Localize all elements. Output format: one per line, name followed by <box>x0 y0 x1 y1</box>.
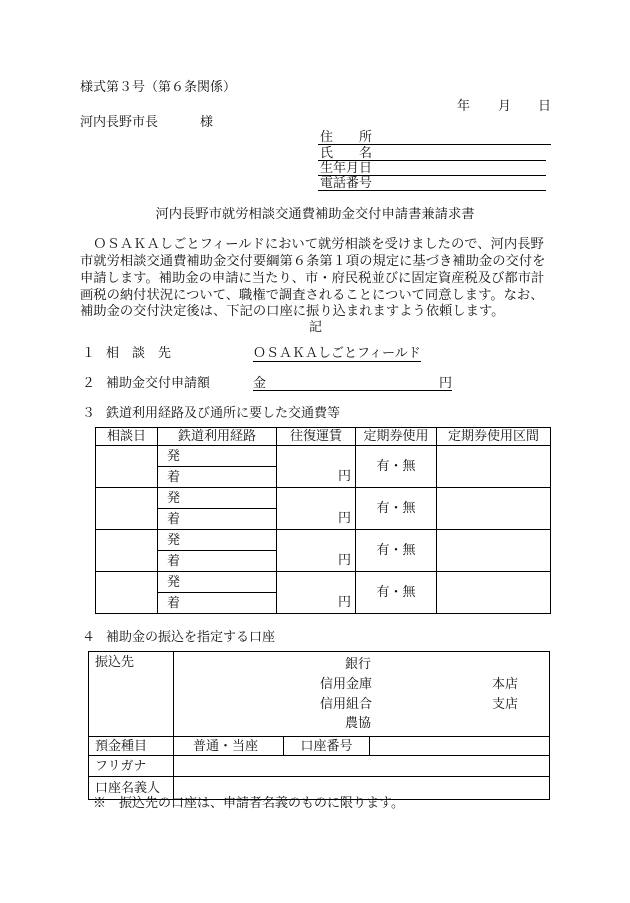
consult-date-cell <box>96 446 158 488</box>
bank-type-area <box>174 654 549 735</box>
pass-use-cell: 有・無 <box>356 446 437 488</box>
date-year-label: 年 <box>457 99 471 114</box>
form-title: 河内長野市就労相談交通費補助金交付申請書兼請求書 <box>155 207 475 222</box>
account-number-cell <box>370 737 550 756</box>
deposit-type-row <box>89 737 550 756</box>
branch-head-office: 本店 <box>492 676 519 692</box>
route-arrive-cell: 着 <box>158 467 277 488</box>
applicant-address-line <box>318 130 551 145</box>
item4-label: 補助金の振込を指定する口座 <box>106 630 276 645</box>
pass-section-cell <box>437 572 551 614</box>
applicant-phone-label: 電話番号 <box>320 176 373 191</box>
deposit-type-label: 預金種目 <box>89 737 174 756</box>
body-text-line: 画税の納付状況について、職権で調査されることについて同意します。なお、 <box>80 288 544 303</box>
subsidy-amount-field <box>253 376 452 391</box>
institution-nokyo: 農協 <box>345 715 372 731</box>
amount-prefix: 金 <box>253 376 267 391</box>
route-depart-cell: 発 <box>158 572 277 593</box>
table-header-row <box>96 428 551 446</box>
table-row <box>96 572 551 593</box>
route-arrive-cell: 着 <box>158 593 277 614</box>
item3-number: ３ <box>82 406 96 421</box>
account-holder-label: 口座名義人 <box>89 777 174 800</box>
consult-date-cell <box>96 572 158 614</box>
route-depart-cell: 発 <box>158 530 277 551</box>
pass-use-cell: 有・無 <box>356 488 437 530</box>
header-consult-date: 相談日 <box>96 428 158 446</box>
body-text-line: 補助金の交付決定後は、下記の口座に振り込まれますよう依頼します。 <box>80 304 505 319</box>
item2-number: ２ <box>82 376 96 391</box>
form-number: 様式第３号（第６条関係） <box>80 80 237 95</box>
route-arrive-cell: 着 <box>158 551 277 572</box>
amount-unit: 円 <box>438 376 452 391</box>
furigana-label: フリガナ <box>89 756 174 777</box>
item2-label: 補助金交付申請額 <box>106 376 211 391</box>
pass-use-cell: 有・無 <box>356 572 437 614</box>
pass-use-cell: 有・無 <box>356 530 437 572</box>
bank-row <box>89 652 550 737</box>
item3-label: 鉄道利用経路及び通所に要した交通費等 <box>106 406 341 421</box>
applicant-address-label: 住 所 <box>320 130 373 145</box>
addressee-honorific: 様 <box>200 115 214 130</box>
item4-number: ４ <box>82 630 96 645</box>
table-row <box>96 530 551 551</box>
table-row <box>96 488 551 509</box>
footnote: ※ 振込先の口座は、申請者名義のものに限ります。 <box>93 796 404 811</box>
body-text-line: 市就労相談交通費補助金交付要綱第６条第１項の規定に基づき補助金の交付を <box>80 254 546 269</box>
furigana-row <box>89 756 550 777</box>
body-text-line: ＯＳＡＫＡしごとフィールドにおいて就労相談を受けましたので、河内長野 <box>80 237 544 252</box>
branch-office: 支店 <box>492 696 519 712</box>
consultation-place-value: ＯＳＡＫＡしごとフィールド <box>253 346 421 361</box>
route-arrive-cell: 着 <box>158 509 277 530</box>
consult-date-cell <box>96 530 158 572</box>
addressee-name: 河内長野市長 <box>80 115 159 130</box>
header-rail-route: 鉄道利用経路 <box>158 428 277 446</box>
bank-label: 振込先 <box>89 652 174 737</box>
pass-section-cell <box>437 446 551 488</box>
fare-cell: 円 <box>277 446 356 488</box>
bank-account-table <box>88 651 550 800</box>
applicant-name-label: 氏 名 <box>320 146 373 161</box>
body-text-line: 申請します。補助金の申請に当たり、市・府民税並びに固定資産税及び都市計 <box>80 271 545 286</box>
transport-cost-table <box>95 427 551 614</box>
consult-date-cell <box>96 488 158 530</box>
route-depart-cell: 発 <box>158 488 277 509</box>
deposit-type-options: 普通・当座 <box>174 737 284 756</box>
institution-shinkumi: 信用組合 <box>320 696 373 712</box>
item1-label: 相 談 先 <box>106 346 172 361</box>
institution-bank: 銀行 <box>345 656 372 672</box>
route-depart-cell: 発 <box>158 446 277 467</box>
pass-section-cell <box>437 488 551 530</box>
item1-number: １ <box>82 346 96 361</box>
date-day-label: 日 <box>538 99 552 114</box>
ki-marker: 記 <box>309 320 323 335</box>
table-row <box>96 446 551 467</box>
header-pass-section: 定期券使用区間 <box>437 428 551 446</box>
pass-section-cell <box>437 530 551 572</box>
applicant-birthdate-line <box>318 161 546 176</box>
furigana-cell <box>174 756 550 777</box>
applicant-phone-line <box>318 176 546 191</box>
fare-cell: 円 <box>277 572 356 614</box>
bank-name-cell <box>174 652 550 737</box>
applicant-birthdate-label: 生年月日 <box>320 161 373 176</box>
fare-cell: 円 <box>277 530 356 572</box>
account-number-label: 口座番号 <box>284 737 370 756</box>
applicant-name-line <box>318 146 546 161</box>
institution-shinkin: 信用金庫 <box>320 676 373 692</box>
fare-cell: 円 <box>277 488 356 530</box>
date-month-label: 月 <box>498 99 512 114</box>
header-pass-use: 定期券使用 <box>356 428 437 446</box>
header-round-trip-fare: 往復運賃 <box>277 428 356 446</box>
